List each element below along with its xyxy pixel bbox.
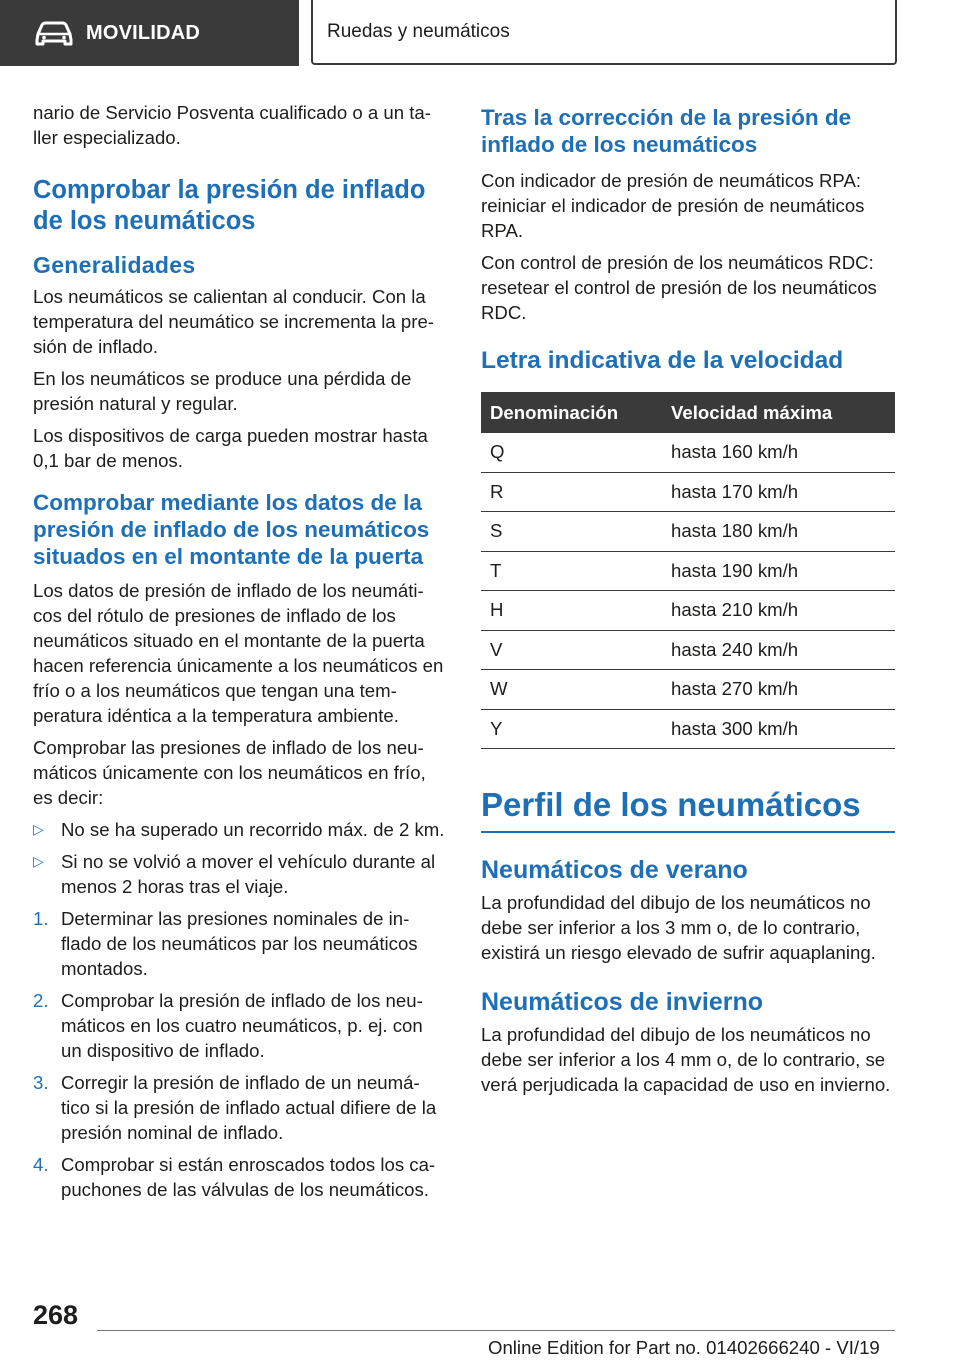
heading-winter-tires: Neumáticos de invierno [481, 988, 764, 1016]
table-row: H hasta 210 km/h [481, 591, 895, 631]
table-row: T hasta 190 km/h [481, 551, 895, 591]
column-header: Velocidad máxima [662, 392, 895, 433]
table-header-row [481, 392, 895, 433]
heading-speed-rating: Letra indicativa de la velocidad [481, 347, 844, 374]
paragraph-heat: Los neumáticos se calientan al conducir. Con la temperatura del neumático se incrementa la pre‐ sión de inflado. [33, 286, 435, 357]
paragraph-rpa: Con indicador de presión de neumáticos RPA: reiniciar el indicador de presión de neumáticos RPA. [481, 170, 865, 241]
step-item: 2. Comprobar la presión de inflado de los neu‐ máticos en los cuatro neumáticos, p. ej. con un dispositivo de inflado. [33, 990, 423, 1061]
paragraph-devices: Los dispositivos de carga pueden mostrar hasta 0,1 bar de menos. [33, 425, 428, 471]
list-item: ▷ No se ha superado un recorrido máx. de 2 km. [33, 819, 445, 840]
triangle-bullet-icon: ▷ [33, 821, 44, 837]
triangle-bullet-icon: ▷ [33, 853, 44, 869]
chapter-title: Ruedas y neumáticos [327, 20, 510, 42]
step-item: 1. Determinar las presiones nominales de in‐ flado de los neumáticos par los neumáticos montados. [33, 908, 418, 979]
car-icon [34, 20, 74, 46]
column-header: Denominación [481, 392, 662, 433]
paragraph-cold-check: Comprobar las presiones de inflado de los neu‐ máticos únicamente con los neumáticos en frío, es decir: [33, 737, 426, 808]
paragraph-winter: La profundidad del dibujo de los neumáticos no debe ser inferior a los 4 mm o, de lo contrario, se verá perjudicada la capacidad de uso en invierno. [481, 1024, 891, 1095]
list-item: ▷ Si no se volvió a mover el vehículo durante al menos 2 horas tras el viaje. [33, 851, 436, 897]
left-column [33, 100, 447, 1209]
heading-tire-profile: Perfil de los neumáticos [481, 785, 895, 833]
speed-rating-table [481, 392, 895, 749]
table-row: W hasta 270 km/h [481, 670, 895, 710]
heading-general: Generalidades [33, 252, 196, 278]
heading-check-pressure: Comprobar la presión de inflado de los neumáticos [33, 176, 426, 235]
table-row: Q hasta 160 km/h [481, 433, 895, 472]
table-row: V hasta 240 km/h [481, 630, 895, 670]
heading-summer-tires: Neumáticos de verano [481, 856, 748, 884]
table-row: Y hasta 300 km/h [481, 709, 895, 749]
paragraph-summer: La profundidad del dibujo de los neumáticos no debe ser inferior a los 3 mm o, de lo contrario, existirá un riesgo elevado de sufrir aquaplaning. [481, 892, 876, 963]
table-row: R hasta 170 km/h [481, 472, 895, 512]
footer-edition: Online Edition for Part no. 01402666240 - VI/19 [488, 1337, 880, 1358]
chapter-header [311, 0, 897, 65]
paragraph-rdc: Con control de presión de los neumáticos RDC: resetear el control de presión de los neumáticos RDC. [481, 252, 877, 323]
step-item: 3. Corregir la presión de inflado de un neumá‐ tico si la presión de inflado actual difiere de la presión nominal de inflado. [33, 1072, 437, 1143]
section-title: MOVILIDAD [86, 21, 201, 44]
page-number: 268 [33, 1300, 79, 1330]
section-tab [0, 0, 299, 66]
heading-door-pillar: Comprobar mediante los datos de la presión de inflado de los neumáticos situados en el montante de la puerta [33, 490, 430, 569]
footer-divider [97, 1330, 895, 1331]
paragraph-loss: En los neumáticos se produce una pérdida de presión natural y regular. [33, 368, 412, 414]
right-column [481, 100, 895, 1104]
intro-paragraph: nario de Servicio Posventa cualificado o a un ta‐ ller especializado. [33, 102, 431, 148]
table-row: S hasta 180 km/h [481, 512, 895, 552]
paragraph-door-data: Los datos de presión de inflado de los neumáti‐ cos del rótulo de presiones de inflado de los neumáticos situado en el montante de la puerta hacen referencia únicamente a los neumáticos en frío o a los neumáticos que tengan una tem‐ peratura idéntica a la temperatura ambiente. [33, 580, 444, 726]
heading-after-correction: Tras la corrección de la presión de inflado de los neumáticos [481, 105, 852, 157]
step-item: 4. Comprobar si están enroscados todos los ca‐ puchones de las válvulas de los neumáticos. [33, 1154, 436, 1200]
